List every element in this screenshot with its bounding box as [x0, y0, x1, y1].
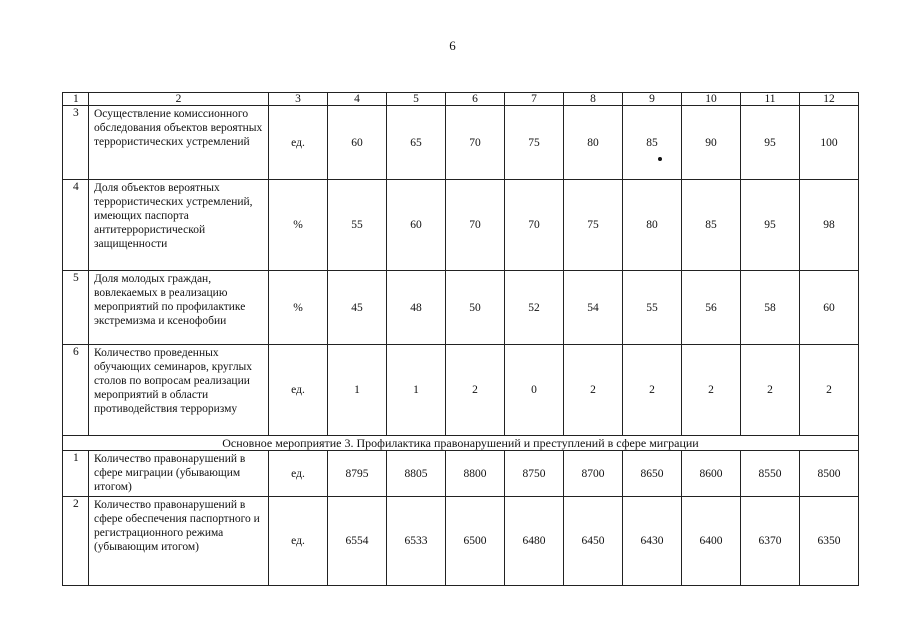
value-cell: 58 [741, 271, 800, 345]
unit-cell: ед. [269, 497, 328, 586]
value-cell: 2 [446, 345, 505, 436]
value-cell: 8800 [446, 451, 505, 497]
unit-cell: ед. [269, 345, 328, 436]
row-number: 6 [63, 345, 89, 436]
value-cell: 2 [741, 345, 800, 436]
value-cell: 6350 [800, 497, 859, 586]
value-cell: 6533 [387, 497, 446, 586]
value-cell: 8550 [741, 451, 800, 497]
value-cell: 90 [682, 106, 741, 180]
table-row [63, 451, 859, 497]
header-cell: 9 [623, 93, 682, 106]
header-cell: 1 [63, 93, 89, 106]
value-cell: 95 [741, 106, 800, 180]
value-cell: 80 [623, 180, 682, 271]
unit-cell: ед. [269, 106, 328, 180]
row-number: 5 [63, 271, 89, 345]
value-cell: 100 [800, 106, 859, 180]
value-cell: 2 [564, 345, 623, 436]
indicator-name: Количество правонарушений в сфере обеспечения паспортного и регистрационного режима (убывающим итогом) [89, 497, 269, 586]
value-cell: 95 [741, 180, 800, 271]
indicator-name: Количество правонарушений в сфере миграции (убывающим итогом) [89, 451, 269, 497]
value-cell: 65 [387, 106, 446, 180]
value-cell: 6400 [682, 497, 741, 586]
header-cell: 5 [387, 93, 446, 106]
indicator-name: Количество проведенных обучающих семинаров, круглых столов по вопросам реализации мероприятий в области противодействия терроризму [89, 345, 269, 436]
header-cell: 4 [328, 93, 387, 106]
value-cell: 0 [505, 345, 564, 436]
indicator-name: Доля молодых граждан, вовлекаемых в реализацию мероприятий по профилактике экстремизма и ксенофобии [89, 271, 269, 345]
indicator-name: Осуществление комиссионного обследования объектов вероятных террористических устремлений [89, 106, 269, 180]
header-cell: 11 [741, 93, 800, 106]
header-cell: 10 [682, 93, 741, 106]
value-cell: 8750 [505, 451, 564, 497]
table-row [63, 180, 859, 271]
value-cell: 8500 [800, 451, 859, 497]
value-cell: 70 [446, 180, 505, 271]
indicators-table [62, 92, 859, 586]
value-cell: 8795 [328, 451, 387, 497]
value-cell: 85 [623, 106, 682, 180]
header-cell: 7 [505, 93, 564, 106]
ink-dot-mark [658, 157, 662, 161]
value-cell: 6500 [446, 497, 505, 586]
value-cell: 48 [387, 271, 446, 345]
header-cell: 2 [89, 93, 269, 106]
table-row [63, 271, 859, 345]
header-cell: 8 [564, 93, 623, 106]
value-cell: 2 [800, 345, 859, 436]
value-cell: 8600 [682, 451, 741, 497]
value-cell: 6554 [328, 497, 387, 586]
value-cell: 55 [623, 271, 682, 345]
value-cell: 6450 [564, 497, 623, 586]
value-cell: 1 [387, 345, 446, 436]
row-number: 4 [63, 180, 89, 271]
row-number: 3 [63, 106, 89, 180]
unit-cell: ед. [269, 451, 328, 497]
value-cell: 8700 [564, 451, 623, 497]
value-cell: 60 [800, 271, 859, 345]
value-cell: 2 [682, 345, 741, 436]
table-row [63, 497, 859, 586]
section-title: Основное мероприятие 3. Профилактика правонарушений и преступлений в сфере миграции [63, 436, 859, 451]
value-cell: 80 [564, 106, 623, 180]
header-cell: 12 [800, 93, 859, 106]
value-cell: 55 [328, 180, 387, 271]
value-cell: 50 [446, 271, 505, 345]
unit-cell: % [269, 271, 328, 345]
value-cell: 8650 [623, 451, 682, 497]
table-row [63, 345, 859, 436]
table-row [63, 106, 859, 180]
value-cell: 98 [800, 180, 859, 271]
indicator-name: Доля объектов вероятных террористических устремлений, имеющих паспорта антитеррористической защищенности [89, 180, 269, 271]
value-cell: 45 [328, 271, 387, 345]
value-cell: 54 [564, 271, 623, 345]
value-cell: 75 [564, 180, 623, 271]
header-cell: 3 [269, 93, 328, 106]
value-cell: 6480 [505, 497, 564, 586]
header-cell: 6 [446, 93, 505, 106]
value-cell: 60 [387, 180, 446, 271]
value-cell: 52 [505, 271, 564, 345]
value-cell: 8805 [387, 451, 446, 497]
row-number: 1 [63, 451, 89, 497]
section-row [63, 436, 859, 451]
value-cell: 1 [328, 345, 387, 436]
unit-cell: % [269, 180, 328, 271]
value-cell: 75 [505, 106, 564, 180]
value-cell: 2 [623, 345, 682, 436]
value-cell: 85 [682, 180, 741, 271]
value-cell: 6370 [741, 497, 800, 586]
value-cell: 6430 [623, 497, 682, 586]
value-cell: 70 [446, 106, 505, 180]
value-cell: 70 [505, 180, 564, 271]
value-cell: 56 [682, 271, 741, 345]
page-number: 6 [449, 38, 456, 53]
header-row [63, 93, 859, 106]
value-cell: 60 [328, 106, 387, 180]
row-number: 2 [63, 497, 89, 586]
